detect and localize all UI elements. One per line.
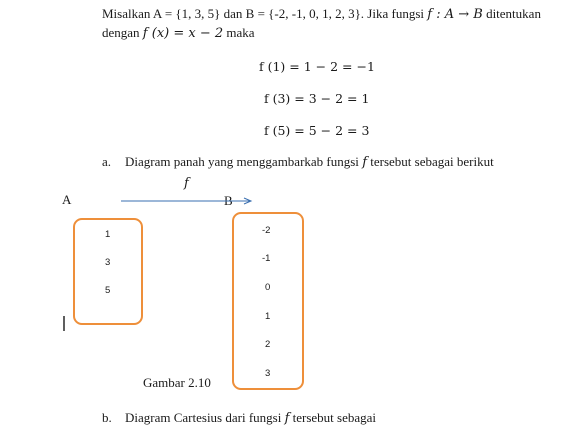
function-symbol: f (362, 155, 367, 170)
item-a-marker: a. (102, 154, 112, 169)
function-formula: f (x) = x − 2 (142, 26, 224, 41)
item-b-marker: b. (102, 410, 112, 425)
set-a-element: 3 (105, 257, 111, 268)
intro-text: Misalkan A = {1, 3, 5} dan B = {-2, -1, 0, 1, 2, 3}. Jika fungsi (102, 6, 428, 21)
intro-text: dengan (102, 25, 143, 40)
figure-caption: Gambar 2.10 (143, 375, 211, 390)
set-b-element: 3 (265, 368, 271, 379)
set-a-label: A (62, 192, 72, 207)
intro-line-2 (102, 25, 255, 41)
intro-line-1 (102, 6, 541, 22)
set-b-label: B (224, 193, 233, 208)
function-label: f (184, 176, 189, 191)
intro-text: ditentukan (482, 6, 541, 21)
equation-1: f (1) = 1 − 2 = −1 (259, 59, 375, 74)
equation-3: f (5) = 5 − 2 = 3 (264, 123, 370, 138)
set-a-element: 1 (105, 229, 111, 240)
set-b-element: 1 (265, 311, 271, 322)
set-a-element: 5 (105, 285, 111, 296)
function-notation: f : A → B (427, 7, 483, 22)
intro-text: maka (223, 25, 255, 40)
set-b-element: 2 (265, 339, 271, 350)
set-b-element: 0 (265, 282, 271, 293)
set-b-element: -2 (262, 225, 271, 236)
set-b-box (232, 212, 304, 390)
item-b-text: Diagram Cartesius dari fungsi f tersebut sebagai (125, 410, 377, 426)
function-symbol: f (284, 411, 290, 426)
item-a-text: Diagram panah yang menggambarkab fungsi f tersebut sebagai berikut (125, 154, 494, 170)
set-b-element: -1 (262, 253, 271, 264)
equation-2: f (3) = 3 − 2 = 1 (264, 91, 370, 106)
